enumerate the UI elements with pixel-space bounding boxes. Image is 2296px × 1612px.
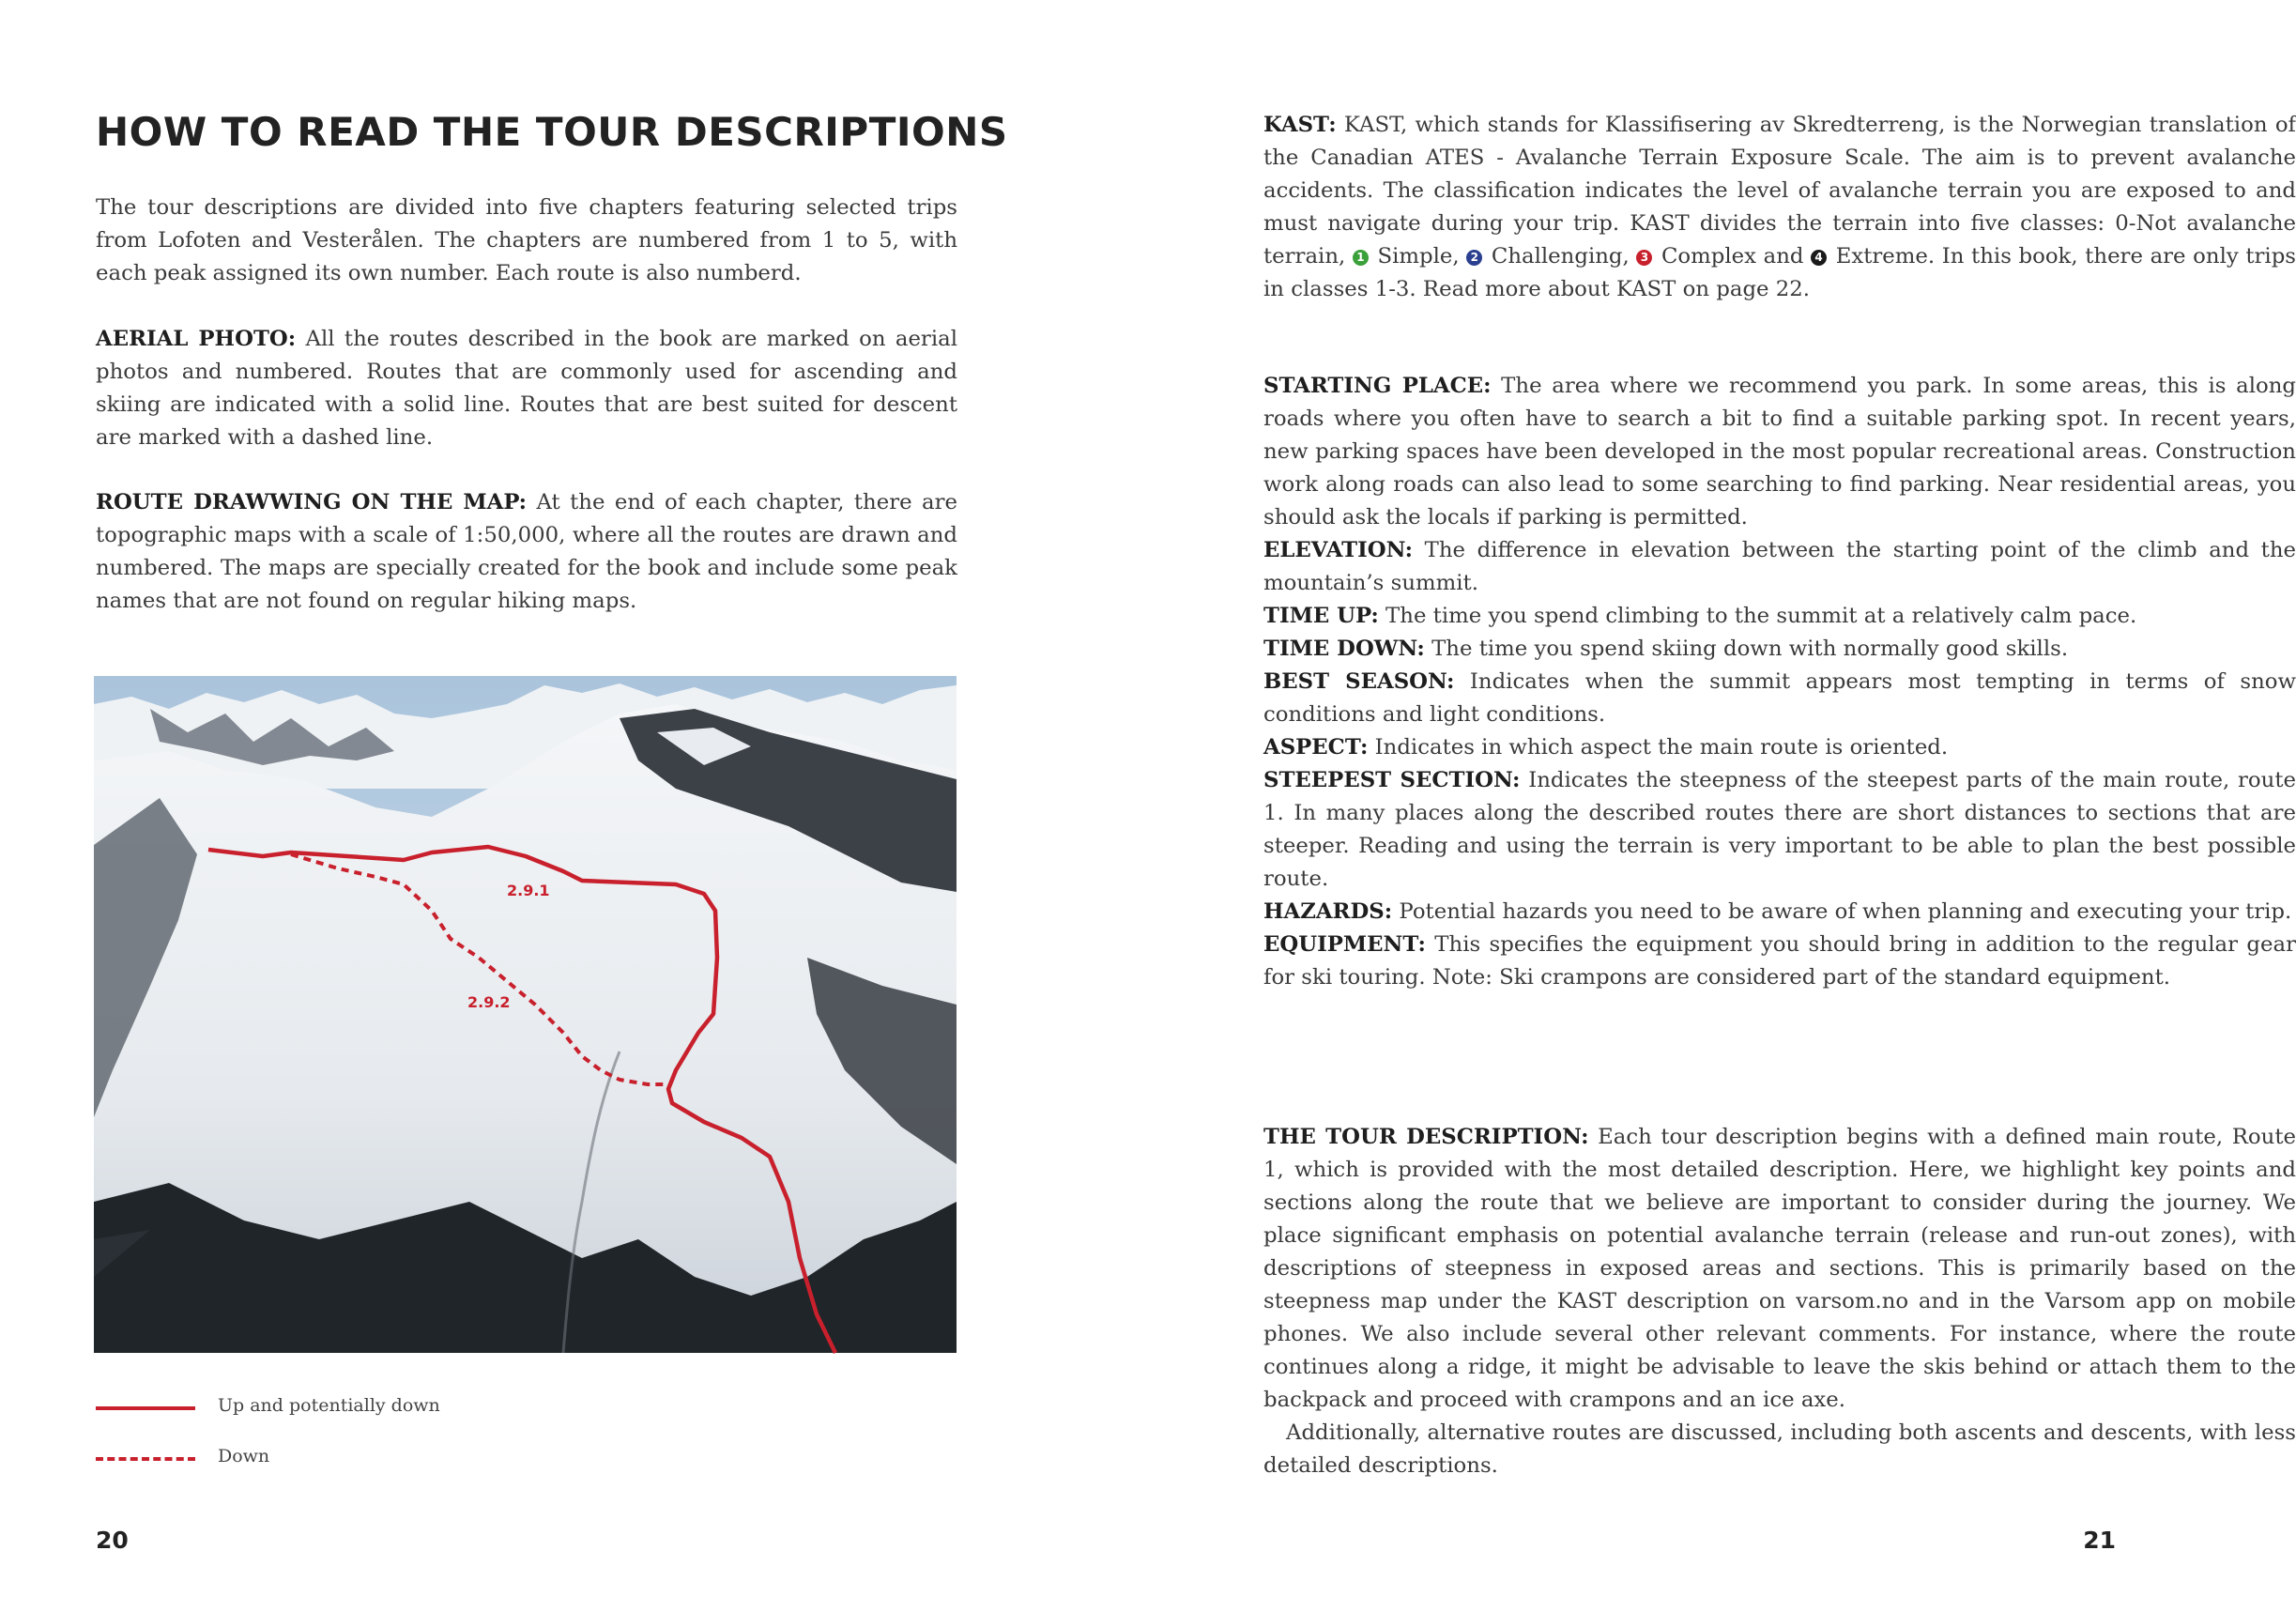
route-label-1: 2.9.1 <box>507 882 550 899</box>
aspect-heading: ASPECT: <box>1263 735 1369 760</box>
best-season-text: Indicates when the summit appears most tempting in terms of snow conditions and light conditions. <box>1263 669 2296 727</box>
kast-paragraph <box>1263 109 2296 306</box>
time-down-paragraph <box>1263 633 2296 666</box>
time-up-heading: TIME UP: <box>1263 604 1379 628</box>
best-season-heading: BEST SEASON: <box>1263 669 1455 694</box>
hazards-paragraph <box>1263 896 2296 929</box>
route-drawing-paragraph <box>96 486 957 618</box>
equipment-paragraph <box>1263 929 2296 994</box>
kast-class-1-badge: 1 <box>1353 250 1369 266</box>
page-number-right: 21 <box>2083 1527 2116 1554</box>
intro-paragraph: The tour descriptions are divided into five chapters featuring selected trips from Lofoten and Vesterålen. The chapters are numbered from 1 to 5, with each peak assigned its own number. Each route is also numberd. <box>96 195 957 285</box>
legend-solid-label: Up and potentially down <box>218 1395 440 1416</box>
kast-class-4-label: Extreme. <box>1829 244 1936 269</box>
steepest-section-paragraph <box>1263 764 2296 896</box>
aerial-photo-paragraph <box>96 323 957 454</box>
additional-paragraph: Additionally, alternative routes are discussed, including both ascents and descents, with less detailed descriptions. <box>1263 1420 2296 1478</box>
tour-description-heading: THE TOUR DESCRIPTION: <box>1263 1125 1589 1149</box>
legend-dashed-label: Down <box>218 1446 270 1466</box>
legend-dashed-line <box>96 1457 195 1461</box>
aerial-photo <box>94 676 957 1353</box>
steepest-section-text: Indicates the steepness of the steepest parts of the main route, route 1. In many places along the described routes there are short distances to sections that are steeper. Reading and using the terrain is very important to be able to plan the best possible route. <box>1263 768 2296 891</box>
aerial-photo-heading: AERIAL PHOTO: <box>96 327 297 351</box>
elevation-heading: ELEVATION: <box>1263 538 1414 562</box>
page-number-left: 20 <box>96 1527 129 1554</box>
kast-class-2-label: Challenging, <box>1484 244 1637 269</box>
kast-text-1: KAST, which stands for Klassifisering av Skredterreng, is the Norwegian translation of the Canadian ATES - Avalanche Terrain Exposure Scale. The aim is to prevent avalanche accidents. The classification indicates the level of avalanche terrain you are exposed to and must navigate during your trip. KAST divides the terrain into five classes: 0-Not avalanche terrain, <box>1263 113 2296 269</box>
legend-solid-line <box>96 1406 195 1410</box>
tour-description-paragraph <box>1263 1121 2296 1417</box>
equipment-heading: EQUIPMENT: <box>1263 932 1426 957</box>
hazards-heading: HAZARDS: <box>1263 899 1393 924</box>
hazards-text: Potential hazards you need to be aware of when planning and executing your trip. <box>1392 899 2292 924</box>
tour-description-text: Each tour description begins with a defined main route, Route 1, which is provided with the most detailed description. Here, we highlight key points and sections along the route that we believe are important to consider during the journey. We place significant emphasis on potential avalanche terrain (release and run-out zones), with descriptions of steepness in exposed areas and sections. This is primarily based on the steepness map under the KAST description on varsom.no and in the Varsom app on mobile phones. We also include several other relevant comments. For instance, where the route continues along a ridge, it might be advisable to leave the skis behind or attach them to the backpack and proceed with crampons and an ice axe. <box>1263 1125 2296 1412</box>
kast-class-1-label: Simple, <box>1370 244 1467 269</box>
route-drawing-heading: ROUTE DRAWWING ON THE MAP: <box>96 490 528 514</box>
time-up-text: The time you spend climbing to the summit at a relatively calm pace. <box>1378 604 2137 628</box>
elevation-paragraph <box>1263 534 2296 600</box>
starting-place-paragraph <box>1263 370 2296 534</box>
details-block <box>1263 370 2296 994</box>
aspect-text: Indicates in which aspect the main route is oriented. <box>1368 735 1949 760</box>
best-season-paragraph <box>1263 666 2296 731</box>
kast-class-3-badge: 3 <box>1636 250 1652 266</box>
tour-description-block <box>1263 1121 2296 1482</box>
aerial-photo-text: All the routes described in the book are marked on aerial photos and numbered. Routes that are commonly used for ascending and skiing are indicated with a solid line. Routes that are best suited for descent are marked with a dashed line. <box>96 327 958 450</box>
kast-class-2-badge: 2 <box>1466 250 1482 266</box>
left-page <box>0 0 1106 1612</box>
route-label-2: 2.9.2 <box>467 993 511 1011</box>
kast-class-4-badge: 4 <box>1811 250 1827 266</box>
right-page <box>1106 0 2296 1612</box>
elevation-text: The difference in elevation between the starting point of the climb and the mountain’s summit. <box>1263 538 2296 595</box>
time-down-heading: TIME DOWN: <box>1263 637 1425 661</box>
starting-place-text: The area where we recommend you park. In some areas, this is along roads where you often have to search a bit to find a suitable parking spot. In recent years, new parking spaces have been developed in the most popular recreational areas. Construction work along roads can also lead to some searching to find parking. Near residential areas, you should ask the locals if parking is permitted. <box>1263 374 2296 530</box>
kast-heading: KAST: <box>1263 113 1337 137</box>
equipment-text: This specifies the equipment you should bring in addition to the regular gear for ski touring. Note: Ski crampons are considered part of the standard equipment. <box>1263 932 2296 990</box>
page-title: HOW TO READ THE TOUR DESCRIPTIONS <box>96 109 1008 155</box>
kast-class-3-label: Complex and <box>1654 244 1812 269</box>
starting-place-heading: STARTING PLACE: <box>1263 374 1492 398</box>
kast-text-2: In this book, there are only trips in classes 1-3. Read more about KAST on page 22. <box>1263 244 2296 301</box>
route-drawing-text: At the end of each chapter, there are topographic maps with a scale of 1:50,000, where all the routes are drawn and numbered. The maps are specially created for the book and include some peak names that are not found on regular hiking maps. <box>96 490 957 613</box>
time-up-paragraph <box>1263 600 2296 633</box>
steepest-section-heading: STEEPEST SECTION: <box>1263 768 1521 792</box>
aerial-photo-illustration <box>94 676 957 1353</box>
aspect-paragraph <box>1263 731 2296 764</box>
time-down-text: The time you spend skiing down with normally good skills. <box>1424 637 2069 661</box>
